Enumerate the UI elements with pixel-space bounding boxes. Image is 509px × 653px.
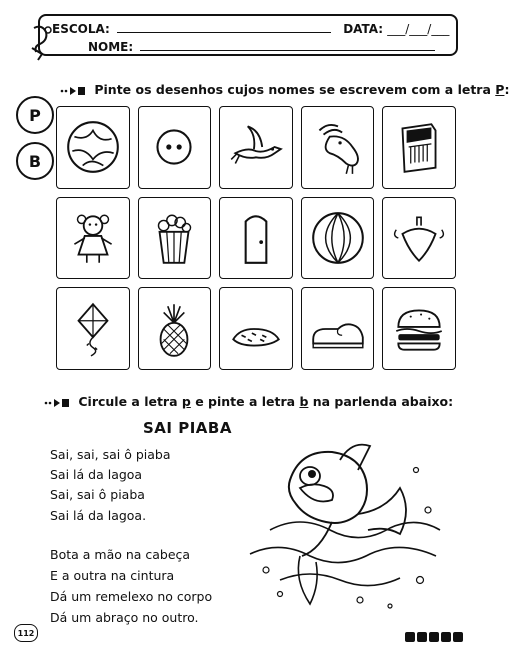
picture-cell[interactable] — [56, 106, 130, 189]
picture-cell[interactable] — [219, 197, 293, 280]
picture-cell[interactable] — [382, 106, 456, 189]
shoe-icon — [307, 298, 369, 360]
school-label: ESCOLA: — [52, 22, 110, 36]
goat-icon — [307, 116, 369, 178]
picture-cell[interactable] — [138, 197, 212, 280]
pie-icon — [225, 298, 287, 360]
picture-cell[interactable] — [219, 287, 293, 370]
button-icon — [143, 116, 205, 178]
activity2-text-b: e pinte a letra — [190, 394, 300, 409]
activity1-colon: : — [504, 82, 509, 97]
poem-line: Sai, sai ô piaba — [50, 487, 145, 502]
activity2-letter-p: p — [181, 394, 191, 409]
school-field[interactable] — [117, 22, 331, 33]
letter-circle-p[interactable]: P — [16, 96, 54, 134]
date-label: DATA: — [343, 22, 384, 36]
fish-illustration — [240, 430, 452, 630]
poem-line: Sai, sai, sai ô piaba — [50, 447, 171, 462]
ball-icon — [62, 116, 124, 178]
picture-cell[interactable] — [56, 197, 130, 280]
picture-cell[interactable] — [219, 106, 293, 189]
doll-icon — [62, 207, 124, 269]
pineapple-icon — [143, 298, 205, 360]
popcorn-icon — [143, 207, 205, 269]
name-row — [88, 40, 435, 54]
activity1-letter: P — [495, 82, 505, 97]
spinning-top-icon — [388, 207, 450, 269]
page-number: 112 — [14, 624, 38, 642]
picture-cell[interactable] — [138, 106, 212, 189]
kite-icon — [62, 298, 124, 360]
activity1-instruction — [60, 82, 509, 97]
picture-cell[interactable] — [138, 287, 212, 370]
picture-cell[interactable] — [382, 287, 456, 370]
poem-line: E a outra na cintura — [50, 568, 175, 583]
date-field[interactable]: ___/___/___ — [387, 22, 450, 36]
door-icon — [225, 207, 287, 269]
piano-icon — [388, 116, 450, 178]
picture-cell[interactable] — [56, 287, 130, 370]
beach-ball-icon — [307, 207, 369, 269]
picture-cell[interactable] — [301, 197, 375, 280]
name-label: NOME: — [88, 40, 134, 54]
picture-grid — [56, 106, 456, 370]
header-box — [38, 14, 458, 56]
picture-cell[interactable] — [301, 106, 375, 189]
publisher-logo-icon — [405, 630, 463, 644]
name-field[interactable] — [140, 40, 435, 51]
activity2-text-a: Circule a letra — [78, 394, 182, 409]
school-row — [52, 22, 449, 36]
poem-line: Sai lá da lagoa — [50, 467, 143, 482]
poem-title: SAI PIABA — [143, 419, 232, 437]
picture-cell[interactable] — [382, 197, 456, 280]
letter-circle-b[interactable]: B — [16, 142, 54, 180]
poem-line: Bota a mão na cabeça — [50, 547, 191, 562]
activity2-text-c: na parlenda abaixo: — [308, 394, 454, 409]
bird-icon — [225, 116, 287, 178]
arrow-bullet-icon — [44, 398, 70, 408]
poem-line: Sai lá da lagoa. — [50, 508, 147, 523]
poem-line: Dá um abraço no outro. — [50, 610, 199, 625]
activity2-letter-b: b — [299, 394, 309, 409]
arrow-bullet-icon — [60, 86, 86, 96]
picture-cell[interactable] — [301, 287, 375, 370]
activity2-instruction — [44, 394, 453, 409]
poem-line: Dá um remelexo no corpo — [50, 589, 213, 604]
activity1-text: Pinte os desenhos cujos nomes se escrevem com a letra — [94, 82, 496, 97]
burger-icon — [388, 298, 450, 360]
